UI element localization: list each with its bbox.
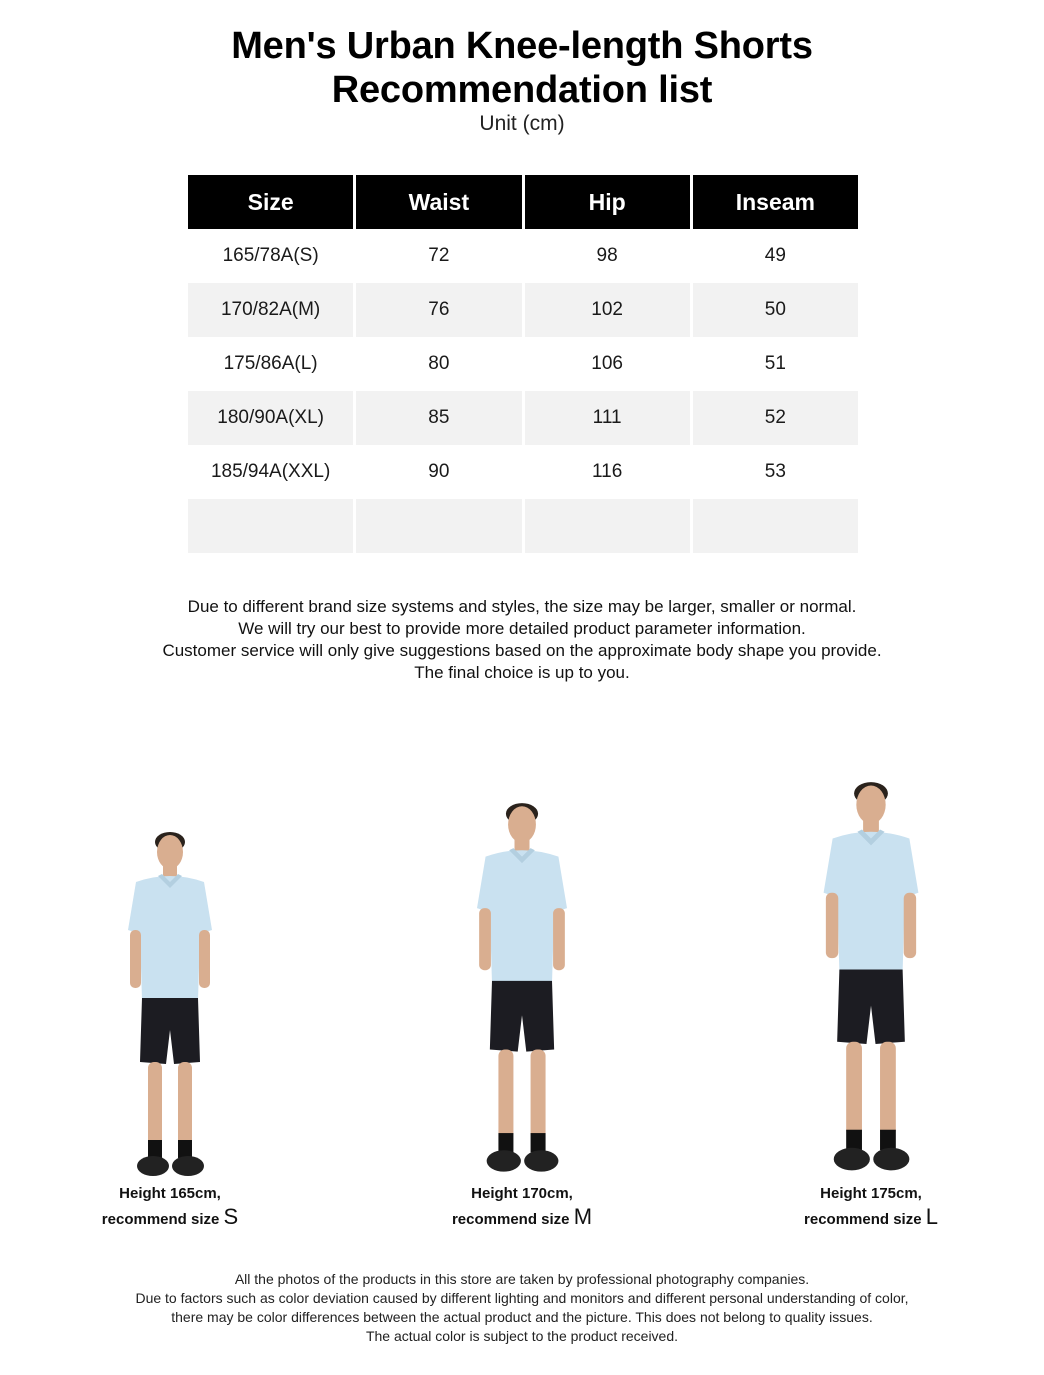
height-label: Height 170cm,: [471, 1185, 573, 1202]
table-cell: 72: [428, 245, 450, 266]
right-arm: [553, 908, 565, 970]
right-sock: [880, 1130, 896, 1150]
table-cell: 102: [525, 283, 690, 337]
table-cell: 111: [525, 391, 690, 445]
table-cell: 51: [764, 353, 786, 374]
title-line-1: Men's Urban Knee-length Shorts: [231, 25, 813, 67]
table-cell: [188, 499, 353, 553]
footer-disclaimer: [0, 1270, 1044, 1346]
recommend-label: recommend size: [804, 1211, 922, 1228]
recommended-size: S: [223, 1204, 239, 1229]
left-sock: [846, 1130, 862, 1150]
table-cell: 85: [356, 391, 521, 445]
table-row: [188, 229, 858, 283]
table-cell: 185/94A(XXL): [210, 461, 331, 482]
table-cell: 49: [764, 245, 786, 266]
footer-line: All the photos of the products in this store are taken by professional photography companies.: [234, 1271, 810, 1287]
model-caption-m: [392, 1182, 652, 1231]
left-shoe: [834, 1148, 870, 1171]
page-title: [0, 24, 1044, 112]
table-cell: 170/82A(M): [188, 283, 353, 337]
table-cell: 76: [356, 283, 521, 337]
note-line: We will try our best to provide more detailed product parameter information.: [238, 619, 806, 638]
size-notes: [0, 596, 1044, 684]
recommend-label: recommend size: [451, 1211, 570, 1228]
model-image-l: [792, 775, 950, 1182]
right-shoe: [873, 1148, 909, 1171]
table-cell: 116: [591, 461, 623, 482]
table-cell: 52: [693, 391, 858, 445]
recommend-label: recommend size: [101, 1211, 220, 1228]
model-image-m: [447, 797, 597, 1182]
height-label: Height 165cm,: [119, 1185, 221, 1202]
table-cell: 80: [428, 353, 450, 374]
left-leg: [846, 1042, 862, 1137]
left-sock: [498, 1133, 513, 1152]
note-line: Due to different brand size systems and styles, the size may be larger, smaller or normal.: [187, 597, 857, 616]
left-arm: [130, 930, 141, 988]
height-label: Height 175cm,: [820, 1185, 922, 1202]
column-header-hip: Hip: [525, 175, 690, 229]
model-figure-m: [392, 797, 652, 1231]
left-leg: [498, 1050, 513, 1140]
shorts: [490, 981, 554, 1052]
head: [157, 835, 183, 869]
table-cell: 175/86A(L): [223, 353, 318, 374]
head: [856, 786, 885, 824]
table-cell: 90: [428, 461, 450, 482]
left-leg: [148, 1062, 162, 1146]
title-line-2: Recommendation list: [331, 69, 713, 111]
left-shoe: [137, 1156, 169, 1176]
footer-line: there may be color differences between the actual product and the picture. This does not belong to quality issues.: [171, 1309, 873, 1325]
footer-line: Due to factors such as color deviation caused by different lighting and monitors and different personal understanding of color,: [135, 1290, 909, 1306]
recommended-size: L: [925, 1204, 938, 1229]
shorts: [140, 998, 200, 1064]
right-shoe: [172, 1156, 204, 1176]
table-row: [188, 337, 858, 391]
table-cell: 106: [591, 353, 623, 374]
shorts: [837, 969, 905, 1043]
note-line: The final choice is up to you.: [414, 663, 630, 682]
left-shoe: [487, 1150, 521, 1171]
note-line: Customer service will only give suggestions based on the approximate body shape you provide.: [162, 641, 882, 660]
recommended-size: M: [573, 1204, 593, 1229]
right-arm: [904, 893, 916, 958]
right-sock: [531, 1133, 546, 1152]
right-sock: [178, 1140, 192, 1158]
right-leg: [178, 1062, 192, 1146]
model-image-s: [100, 830, 240, 1182]
left-sock: [148, 1140, 162, 1158]
table-cell: [525, 499, 690, 553]
model-figure-l: [741, 775, 1001, 1231]
table-cell: 180/90A(XL): [188, 391, 353, 445]
table-row-empty: [188, 499, 858, 553]
table-cell: [356, 499, 521, 553]
table-row: [188, 283, 858, 337]
table-row: [188, 445, 858, 499]
table-cell: 53: [764, 461, 786, 482]
left-arm: [479, 908, 491, 970]
table-cell: 50: [693, 283, 858, 337]
head: [508, 806, 536, 842]
model-caption-l: [741, 1182, 1001, 1231]
model-figure-s: [40, 830, 300, 1231]
column-header-waist: Waist: [356, 175, 521, 229]
column-header-size: Size: [188, 175, 353, 229]
left-arm: [826, 893, 838, 958]
right-leg: [531, 1050, 546, 1140]
footer-line: The actual color is subject to the product received.: [365, 1328, 679, 1344]
column-header-inseam: Inseam: [693, 175, 858, 229]
table-cell: [693, 499, 858, 553]
table-cell: 98: [596, 245, 618, 266]
size-table: [185, 175, 861, 553]
table-header-row: [188, 175, 858, 229]
right-shoe: [524, 1150, 558, 1171]
unit-label: Unit (cm): [479, 112, 565, 135]
right-arm: [199, 930, 210, 988]
table-cell: 165/78A(S): [222, 245, 319, 266]
table-row: [188, 391, 858, 445]
right-leg: [880, 1042, 896, 1137]
model-caption-s: [40, 1182, 300, 1231]
